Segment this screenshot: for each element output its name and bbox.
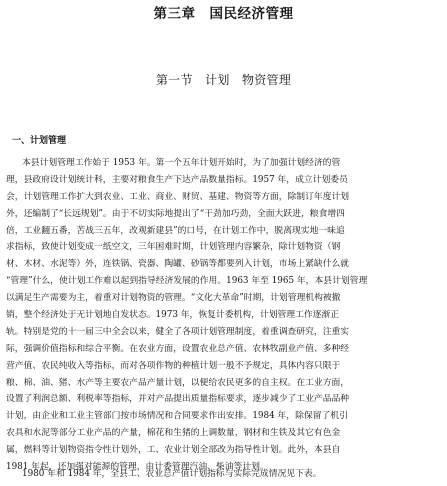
body-paragraph bbox=[6, 155, 442, 476]
paragraph-line: “管理”什么，使计划工作难以起到指导经济发展的作用。1963 年至 1965 年，本县计划管理 bbox=[6, 276, 368, 287]
paragraph-line: 倍，工业翻五番，苦战三五年，改观新建县”的口号，在计划工作中，脱离现实地一味追 bbox=[6, 225, 345, 236]
paragraph-line: 外，还编制了“长远规划”。由于不切实际地提出了“干劲加巧劲，全面大跃进，粮食增四 bbox=[6, 208, 345, 219]
paragraph-line: 设置了利润总额、利税率等指标，并对产品提出质量指标要求，逐步减少了工业产品品种 bbox=[6, 394, 350, 405]
paragraph-line: 际，强调价值指标和综合平衡。在农业方面，设置农业总产值、农林牧副业产值、多种经 bbox=[6, 343, 350, 354]
paragraph-line: 1981 年起，还加强对能源的管理，由计委管理汽油、柴油等计划。 bbox=[6, 462, 269, 473]
summary-line: 1980 年和 1984 年，全县工、农业总产值计划指标与实际完成情况见下表。 bbox=[22, 469, 322, 479]
subsection-title: 一、计划管理 bbox=[12, 136, 67, 146]
paragraph-line: 营产值、农民纯收入等指标，而对各项作物的种植计划一般不予规定，具体内容只限于 bbox=[6, 360, 341, 371]
paragraph-line: 以满足生产需要为主，着重对计划物资的管理。“文化大革命”时期，计划管理机构被撤 bbox=[6, 293, 341, 304]
chapter-title: 第三章 国民经济管理 bbox=[153, 6, 294, 22]
paragraph-line: 理，县政府设计划统计科，主要对粮食生产下达产品数量指标。1957 年，成立计划委员 bbox=[6, 174, 348, 185]
paragraph-line: 销，整个经济处于无计划地自发状态。1973 年，恢复计委机构，计划管理工作逐渐正 bbox=[6, 310, 340, 321]
paragraph-line: 属，燃料等计划物资指令性计划外，工、农业计划全部改为指导性计划。此外，本县自 bbox=[6, 445, 341, 456]
paragraph-line: 求指标，致使计划变成一纸空文，三年困难时期，计划管理内容繁杂，除计划物资（钢 bbox=[6, 242, 341, 253]
paragraph-line: 计划，由企业和工业主管部门按市场情况和合同要求作出安排。1984 年，除保留了机引 bbox=[6, 411, 348, 422]
section-title: 第一节 计划 物资管理 bbox=[155, 73, 292, 87]
paragraph-line: 会，计划管理工作扩大到农业、工业、商业、财贸、基建、物资等方面，除制订年度计划 bbox=[6, 191, 350, 202]
paragraph-line: 轨。特别是党的十一届三中全会以来，健全了各项计划管理制度，着重调查研究，注重实 bbox=[6, 326, 350, 337]
paragraph-line: 粮、棉、油、猪、水产等主要农产品产量计划，以便给农民更多的自主权。在工业方面， bbox=[6, 377, 350, 388]
paragraph-line: 本县计划管理工作始于 1953 年。第一个五年计划开始时，为了加强计划经济的管 bbox=[22, 158, 341, 168]
paragraph-line: 材、木材、水泥等）外，连铁锅、瓷器、陶罐、砂锅等都要列入计划，市场上紧缺什么就 bbox=[6, 259, 350, 270]
paragraph-line: 农具和水泥等部分工业产品的产量，棉花和生猪的上调数量，钢材和生铁及其它有色金 bbox=[6, 428, 341, 439]
